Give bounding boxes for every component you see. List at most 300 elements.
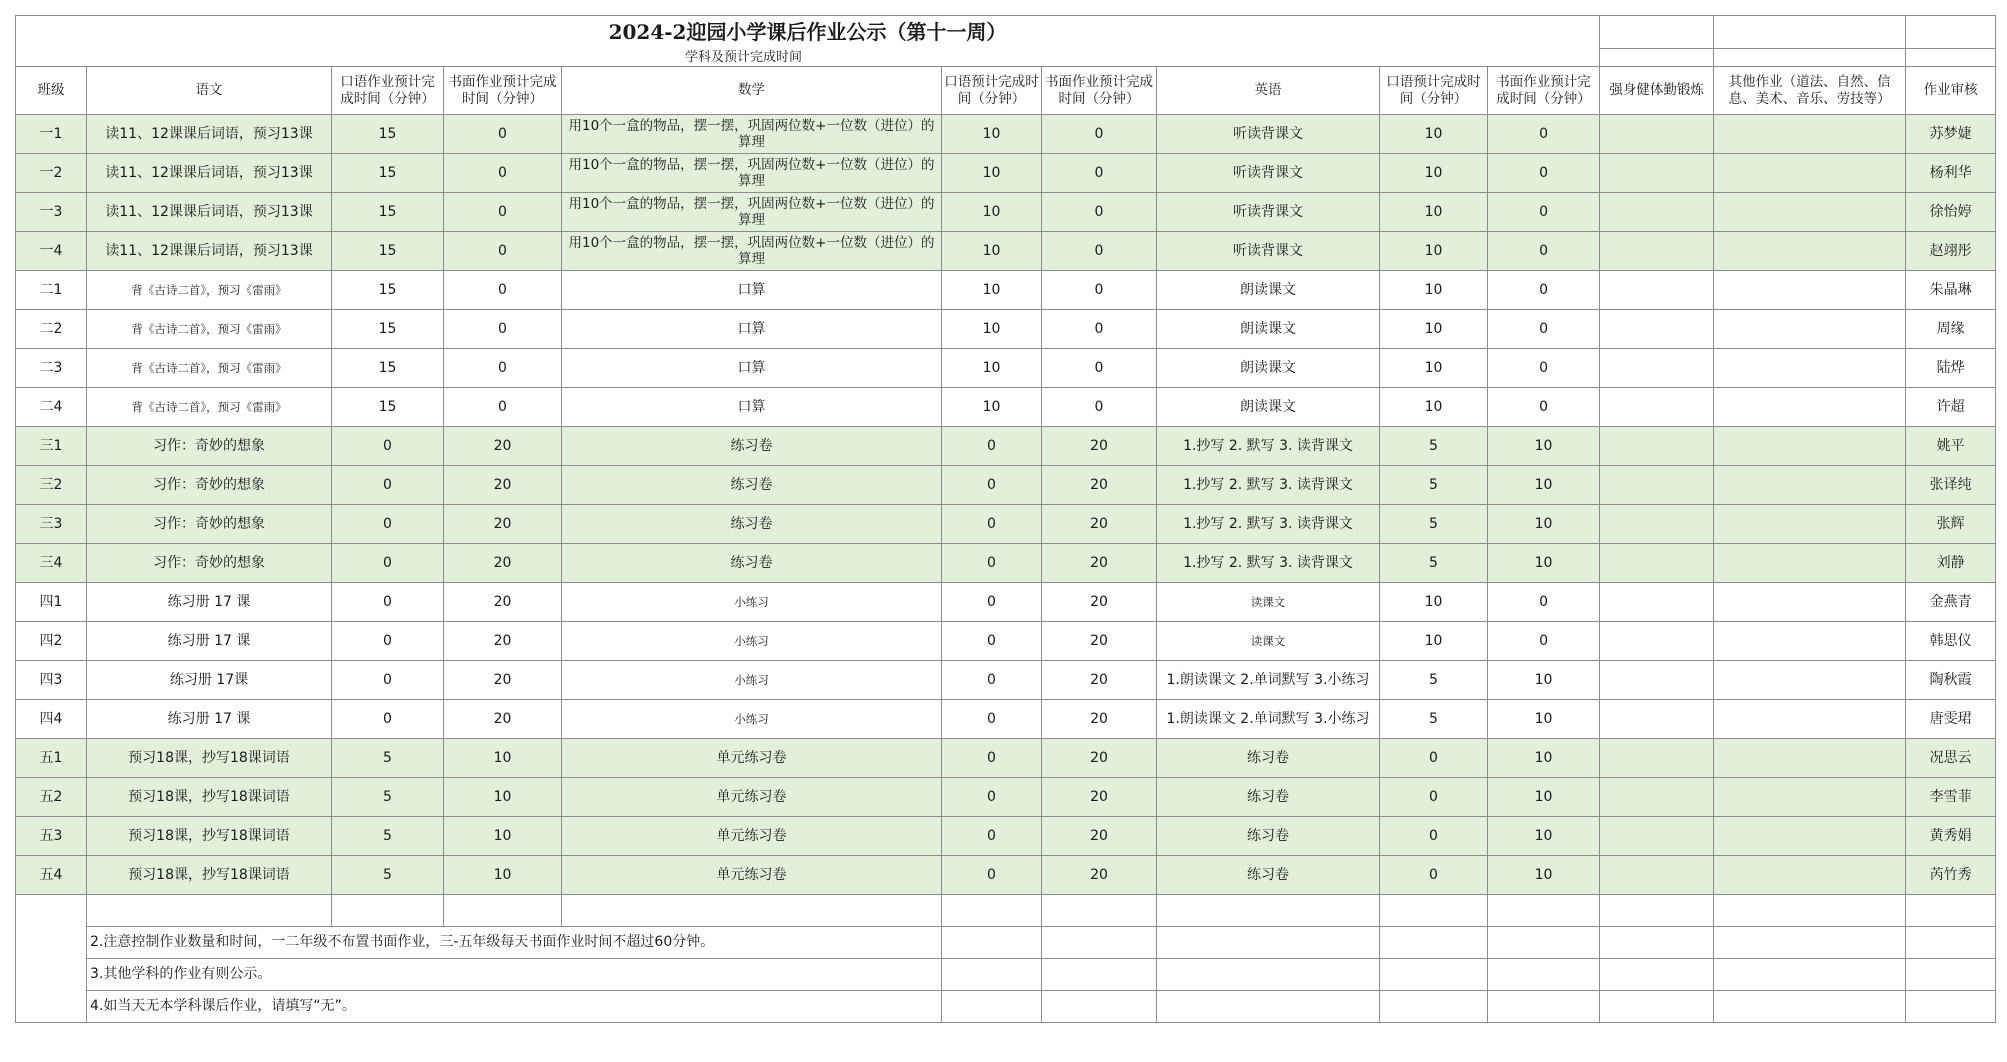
other-homework-cell[interactable] xyxy=(1714,778,1906,817)
english-oral-time-cell[interactable]: 5 xyxy=(1380,505,1488,544)
empty-cell[interactable] xyxy=(1380,959,1488,991)
english-written-time-cell[interactable]: 0 xyxy=(1488,310,1600,349)
math-written-time-cell[interactable]: 20 xyxy=(1042,544,1157,583)
other-homework-cell[interactable] xyxy=(1714,817,1906,856)
empty-cell[interactable] xyxy=(942,959,1042,991)
empty-cell[interactable] xyxy=(1488,895,1600,927)
math-homework-cell[interactable]: 用10个一盒的物品，摆一摆，巩固两位数+一位数（进位）的算理 xyxy=(562,154,942,193)
chinese-oral-time-cell[interactable]: 0 xyxy=(332,427,444,466)
chinese-written-time-cell[interactable]: 10 xyxy=(444,856,562,895)
english-oral-time-cell[interactable]: 5 xyxy=(1380,700,1488,739)
chinese-homework-cell[interactable]: 预习18课，抄写18课词语 xyxy=(87,856,332,895)
empty-cell[interactable] xyxy=(1157,959,1380,991)
empty-cell[interactable] xyxy=(1714,959,1906,991)
math-homework-cell[interactable]: 练习卷 xyxy=(562,544,942,583)
english-written-time-cell[interactable]: 10 xyxy=(1488,817,1600,856)
empty-cell[interactable] xyxy=(1714,895,1906,927)
chinese-homework-cell[interactable]: 练习册 17 课 xyxy=(87,622,332,661)
english-written-time-cell[interactable]: 0 xyxy=(1488,115,1600,154)
chinese-homework-cell[interactable]: 习作：奇妙的想象 xyxy=(87,505,332,544)
math-oral-time-cell[interactable]: 0 xyxy=(942,583,1042,622)
english-written-time-cell[interactable]: 10 xyxy=(1488,544,1600,583)
exercise-cell[interactable] xyxy=(1600,154,1714,193)
english-oral-time-cell[interactable]: 5 xyxy=(1380,661,1488,700)
chinese-homework-cell[interactable]: 习作：奇妙的想象 xyxy=(87,544,332,583)
exercise-cell[interactable] xyxy=(1600,232,1714,271)
reviewer-cell[interactable]: 韩思仪 xyxy=(1906,622,1996,661)
empty-cell[interactable] xyxy=(87,895,332,927)
empty-cell[interactable] xyxy=(444,895,562,927)
math-written-time-cell[interactable]: 20 xyxy=(1042,700,1157,739)
math-oral-time-cell[interactable]: 10 xyxy=(942,115,1042,154)
empty-cell[interactable] xyxy=(1042,927,1157,959)
note-text[interactable]: 3.其他学科的作业有则公示。 xyxy=(87,959,942,991)
chinese-written-time-cell[interactable]: 0 xyxy=(444,115,562,154)
chinese-homework-cell[interactable]: 练习册 17课 xyxy=(87,661,332,700)
chinese-oral-time-cell[interactable]: 15 xyxy=(332,271,444,310)
chinese-oral-time-cell[interactable]: 0 xyxy=(332,544,444,583)
english-written-time-cell[interactable]: 10 xyxy=(1488,856,1600,895)
english-homework-cell[interactable]: 1.抄写 2. 默写 3. 读背课文 xyxy=(1157,505,1380,544)
english-written-time-cell[interactable]: 10 xyxy=(1488,700,1600,739)
empty-cell[interactable] xyxy=(1380,895,1488,927)
empty-cell[interactable] xyxy=(1714,49,1906,67)
empty-cell[interactable] xyxy=(1042,959,1157,991)
chinese-homework-cell[interactable]: 练习册 17 课 xyxy=(87,700,332,739)
chinese-oral-time-cell[interactable]: 15 xyxy=(332,193,444,232)
chinese-oral-time-cell[interactable]: 5 xyxy=(332,856,444,895)
chinese-written-time-cell[interactable]: 20 xyxy=(444,583,562,622)
english-oral-time-cell[interactable]: 10 xyxy=(1380,154,1488,193)
empty-cell[interactable] xyxy=(1600,49,1714,67)
english-written-time-cell[interactable]: 0 xyxy=(1488,622,1600,661)
class-cell[interactable]: 一2 xyxy=(16,154,87,193)
class-cell[interactable]: 四1 xyxy=(16,583,87,622)
other-homework-cell[interactable] xyxy=(1714,583,1906,622)
other-homework-cell[interactable] xyxy=(1714,310,1906,349)
chinese-oral-time-cell[interactable]: 15 xyxy=(332,388,444,427)
math-homework-cell[interactable]: 口算 xyxy=(562,388,942,427)
math-written-time-cell[interactable]: 20 xyxy=(1042,661,1157,700)
english-homework-cell[interactable]: 1.抄写 2. 默写 3. 读背课文 xyxy=(1157,427,1380,466)
chinese-homework-cell[interactable]: 背《古诗二首》，预习《雷雨》 xyxy=(87,310,332,349)
chinese-homework-cell[interactable]: 习作：奇妙的想象 xyxy=(87,466,332,505)
exercise-cell[interactable] xyxy=(1600,700,1714,739)
english-homework-cell[interactable]: 听读背课文 xyxy=(1157,115,1380,154)
exercise-cell[interactable] xyxy=(1600,388,1714,427)
chinese-homework-cell[interactable]: 读11、12课课后词语，预习13课 xyxy=(87,232,332,271)
empty-cell[interactable] xyxy=(1157,895,1380,927)
exercise-cell[interactable] xyxy=(1600,193,1714,232)
reviewer-cell[interactable]: 李雪菲 xyxy=(1906,778,1996,817)
note-text[interactable]: 2.注意控制作业数量和时间，一二年级不布置书面作业，三-五年级每天书面作业时间不超过60分钟。 xyxy=(87,927,942,959)
exercise-cell[interactable] xyxy=(1600,856,1714,895)
math-written-time-cell[interactable]: 20 xyxy=(1042,778,1157,817)
chinese-homework-cell[interactable]: 背《古诗二首》，预习《雷雨》 xyxy=(87,388,332,427)
english-oral-time-cell[interactable]: 10 xyxy=(1380,583,1488,622)
reviewer-cell[interactable]: 许超 xyxy=(1906,388,1996,427)
math-oral-time-cell[interactable]: 0 xyxy=(942,505,1042,544)
exercise-cell[interactable] xyxy=(1600,505,1714,544)
empty-cell[interactable] xyxy=(1488,927,1600,959)
class-cell[interactable]: 四2 xyxy=(16,622,87,661)
other-homework-cell[interactable] xyxy=(1714,193,1906,232)
english-homework-cell[interactable]: 读课文 xyxy=(1157,583,1380,622)
math-oral-time-cell[interactable]: 0 xyxy=(942,778,1042,817)
math-oral-time-cell[interactable]: 0 xyxy=(942,466,1042,505)
reviewer-cell[interactable]: 姚平 xyxy=(1906,427,1996,466)
exercise-cell[interactable] xyxy=(1600,817,1714,856)
math-homework-cell[interactable]: 口算 xyxy=(562,349,942,388)
english-homework-cell[interactable]: 1.朗读课文 2.单词默写 3.小练习 xyxy=(1157,661,1380,700)
english-oral-time-cell[interactable]: 10 xyxy=(1380,271,1488,310)
empty-cell[interactable] xyxy=(1600,16,1714,49)
math-written-time-cell[interactable]: 20 xyxy=(1042,856,1157,895)
math-written-time-cell[interactable]: 20 xyxy=(1042,739,1157,778)
chinese-oral-time-cell[interactable]: 0 xyxy=(332,466,444,505)
chinese-oral-time-cell[interactable]: 15 xyxy=(332,115,444,154)
english-homework-cell[interactable]: 朗读课文 xyxy=(1157,388,1380,427)
chinese-oral-time-cell[interactable]: 5 xyxy=(332,739,444,778)
class-cell[interactable]: 三4 xyxy=(16,544,87,583)
other-homework-cell[interactable] xyxy=(1714,505,1906,544)
english-oral-time-cell[interactable]: 5 xyxy=(1380,427,1488,466)
reviewer-cell[interactable]: 朱晶琳 xyxy=(1906,271,1996,310)
english-written-time-cell[interactable]: 0 xyxy=(1488,271,1600,310)
chinese-written-time-cell[interactable]: 20 xyxy=(444,427,562,466)
math-oral-time-cell[interactable]: 10 xyxy=(942,388,1042,427)
math-oral-time-cell[interactable]: 0 xyxy=(942,739,1042,778)
chinese-homework-cell[interactable]: 读11、12课课后词语，预习13课 xyxy=(87,115,332,154)
math-homework-cell[interactable]: 用10个一盒的物品，摆一摆，巩固两位数+一位数（进位）的算理 xyxy=(562,232,942,271)
chinese-written-time-cell[interactable]: 20 xyxy=(444,700,562,739)
other-homework-cell[interactable] xyxy=(1714,622,1906,661)
other-homework-cell[interactable] xyxy=(1714,271,1906,310)
chinese-homework-cell[interactable]: 背《古诗二首》，预习《雷雨》 xyxy=(87,271,332,310)
empty-cell[interactable] xyxy=(942,895,1042,927)
math-oral-time-cell[interactable]: 0 xyxy=(942,427,1042,466)
math-homework-cell[interactable]: 用10个一盒的物品，摆一摆，巩固两位数+一位数（进位）的算理 xyxy=(562,193,942,232)
empty-cell[interactable] xyxy=(1906,895,1996,927)
english-written-time-cell[interactable]: 10 xyxy=(1488,778,1600,817)
math-oral-time-cell[interactable]: 10 xyxy=(942,232,1042,271)
english-homework-cell[interactable]: 读课文 xyxy=(1157,622,1380,661)
class-cell[interactable]: 一4 xyxy=(16,232,87,271)
math-oral-time-cell[interactable]: 10 xyxy=(942,271,1042,310)
chinese-oral-time-cell[interactable]: 5 xyxy=(332,778,444,817)
empty-cell[interactable] xyxy=(1714,16,1906,49)
exercise-cell[interactable] xyxy=(1600,544,1714,583)
math-oral-time-cell[interactable]: 0 xyxy=(942,622,1042,661)
math-homework-cell[interactable]: 单元练习卷 xyxy=(562,817,942,856)
math-written-time-cell[interactable]: 0 xyxy=(1042,349,1157,388)
class-cell[interactable]: 二1 xyxy=(16,271,87,310)
english-written-time-cell[interactable]: 10 xyxy=(1488,739,1600,778)
class-cell[interactable]: 二3 xyxy=(16,349,87,388)
english-oral-time-cell[interactable]: 10 xyxy=(1380,388,1488,427)
english-written-time-cell[interactable]: 0 xyxy=(1488,154,1600,193)
english-homework-cell[interactable]: 练习卷 xyxy=(1157,778,1380,817)
math-homework-cell[interactable]: 单元练习卷 xyxy=(562,856,942,895)
english-homework-cell[interactable]: 1.抄写 2. 默写 3. 读背课文 xyxy=(1157,466,1380,505)
empty-cell[interactable] xyxy=(1042,895,1157,927)
chinese-written-time-cell[interactable]: 20 xyxy=(444,544,562,583)
english-oral-time-cell[interactable]: 5 xyxy=(1380,466,1488,505)
english-oral-time-cell[interactable]: 10 xyxy=(1380,232,1488,271)
math-homework-cell[interactable]: 单元练习卷 xyxy=(562,739,942,778)
english-homework-cell[interactable]: 听读背课文 xyxy=(1157,232,1380,271)
empty-cell[interactable] xyxy=(942,927,1042,959)
other-homework-cell[interactable] xyxy=(1714,544,1906,583)
empty-cell[interactable] xyxy=(1714,927,1906,959)
english-oral-time-cell[interactable]: 10 xyxy=(1380,115,1488,154)
chinese-homework-cell[interactable]: 读11、12课课后词语，预习13课 xyxy=(87,154,332,193)
english-homework-cell[interactable]: 1.朗读课文 2.单词默写 3.小练习 xyxy=(1157,700,1380,739)
note-text[interactable]: 4.如当天无本学科课后作业，请填写“无”。 xyxy=(87,991,942,1023)
math-written-time-cell[interactable]: 20 xyxy=(1042,505,1157,544)
math-homework-cell[interactable]: 练习卷 xyxy=(562,427,942,466)
english-oral-time-cell[interactable]: 5 xyxy=(1380,544,1488,583)
empty-cell[interactable] xyxy=(1600,959,1714,991)
math-written-time-cell[interactable]: 0 xyxy=(1042,232,1157,271)
class-cell[interactable]: 五4 xyxy=(16,856,87,895)
chinese-oral-time-cell[interactable]: 0 xyxy=(332,700,444,739)
math-oral-time-cell[interactable]: 10 xyxy=(942,193,1042,232)
english-homework-cell[interactable]: 1.抄写 2. 默写 3. 读背课文 xyxy=(1157,544,1380,583)
english-homework-cell[interactable]: 听读背课文 xyxy=(1157,193,1380,232)
other-homework-cell[interactable] xyxy=(1714,466,1906,505)
reviewer-cell[interactable]: 金燕青 xyxy=(1906,583,1996,622)
english-homework-cell[interactable]: 朗读课文 xyxy=(1157,310,1380,349)
english-written-time-cell[interactable]: 10 xyxy=(1488,466,1600,505)
math-oral-time-cell[interactable]: 10 xyxy=(942,154,1042,193)
other-homework-cell[interactable] xyxy=(1714,856,1906,895)
reviewer-cell[interactable]: 杨利华 xyxy=(1906,154,1996,193)
english-oral-time-cell[interactable]: 10 xyxy=(1380,622,1488,661)
class-cell[interactable]: 三3 xyxy=(16,505,87,544)
empty-cell[interactable] xyxy=(1488,991,1600,1023)
chinese-written-time-cell[interactable]: 10 xyxy=(444,778,562,817)
math-homework-cell[interactable]: 口算 xyxy=(562,271,942,310)
other-homework-cell[interactable] xyxy=(1714,388,1906,427)
chinese-oral-time-cell[interactable]: 15 xyxy=(332,232,444,271)
empty-cell[interactable] xyxy=(562,895,942,927)
english-written-time-cell[interactable]: 0 xyxy=(1488,193,1600,232)
chinese-homework-cell[interactable]: 预习18课，抄写18课词语 xyxy=(87,778,332,817)
chinese-oral-time-cell[interactable]: 0 xyxy=(332,583,444,622)
reviewer-cell[interactable]: 陆烨 xyxy=(1906,349,1996,388)
other-homework-cell[interactable] xyxy=(1714,115,1906,154)
exercise-cell[interactable] xyxy=(1600,349,1714,388)
exercise-cell[interactable] xyxy=(1600,466,1714,505)
chinese-written-time-cell[interactable]: 0 xyxy=(444,271,562,310)
reviewer-cell[interactable]: 况思云 xyxy=(1906,739,1996,778)
math-written-time-cell[interactable]: 20 xyxy=(1042,622,1157,661)
other-homework-cell[interactable] xyxy=(1714,349,1906,388)
chinese-written-time-cell[interactable]: 10 xyxy=(444,817,562,856)
math-homework-cell[interactable]: 练习卷 xyxy=(562,466,942,505)
class-cell[interactable]: 五3 xyxy=(16,817,87,856)
english-written-time-cell[interactable]: 10 xyxy=(1488,427,1600,466)
math-homework-cell[interactable]: 小练习 xyxy=(562,700,942,739)
english-oral-time-cell[interactable]: 10 xyxy=(1380,310,1488,349)
english-oral-time-cell[interactable]: 10 xyxy=(1380,193,1488,232)
class-cell[interactable]: 二2 xyxy=(16,310,87,349)
empty-cell[interactable] xyxy=(1600,991,1714,1023)
reviewer-cell[interactable]: 赵翊彤 xyxy=(1906,232,1996,271)
chinese-homework-cell[interactable]: 练习册 17 课 xyxy=(87,583,332,622)
math-oral-time-cell[interactable]: 0 xyxy=(942,856,1042,895)
english-homework-cell[interactable]: 朗读课文 xyxy=(1157,349,1380,388)
chinese-written-time-cell[interactable]: 20 xyxy=(444,622,562,661)
math-written-time-cell[interactable]: 20 xyxy=(1042,466,1157,505)
english-written-time-cell[interactable]: 10 xyxy=(1488,661,1600,700)
class-cell[interactable]: 二4 xyxy=(16,388,87,427)
math-written-time-cell[interactable]: 0 xyxy=(1042,154,1157,193)
reviewer-cell[interactable]: 徐怡婷 xyxy=(1906,193,1996,232)
english-written-time-cell[interactable]: 0 xyxy=(1488,583,1600,622)
english-homework-cell[interactable]: 练习卷 xyxy=(1157,739,1380,778)
math-homework-cell[interactable]: 小练习 xyxy=(562,661,942,700)
math-homework-cell[interactable]: 单元练习卷 xyxy=(562,778,942,817)
reviewer-cell[interactable]: 苏梦婕 xyxy=(1906,115,1996,154)
english-homework-cell[interactable]: 练习卷 xyxy=(1157,856,1380,895)
exercise-cell[interactable] xyxy=(1600,778,1714,817)
chinese-oral-time-cell[interactable]: 5 xyxy=(332,817,444,856)
class-cell[interactable]: 一3 xyxy=(16,193,87,232)
chinese-homework-cell[interactable]: 习作：奇妙的想象 xyxy=(87,427,332,466)
english-written-time-cell[interactable]: 0 xyxy=(1488,349,1600,388)
math-homework-cell[interactable]: 小练习 xyxy=(562,583,942,622)
reviewer-cell[interactable]: 黄秀娟 xyxy=(1906,817,1996,856)
reviewer-cell[interactable]: 芮竹秀 xyxy=(1906,856,1996,895)
chinese-written-time-cell[interactable]: 20 xyxy=(444,466,562,505)
empty-cell[interactable] xyxy=(1600,895,1714,927)
chinese-oral-time-cell[interactable]: 0 xyxy=(332,622,444,661)
english-written-time-cell[interactable]: 0 xyxy=(1488,388,1600,427)
other-homework-cell[interactable] xyxy=(1714,661,1906,700)
english-oral-time-cell[interactable]: 0 xyxy=(1380,778,1488,817)
empty-cell[interactable] xyxy=(1906,959,1996,991)
chinese-written-time-cell[interactable]: 10 xyxy=(444,739,562,778)
chinese-written-time-cell[interactable]: 0 xyxy=(444,193,562,232)
empty-cell[interactable] xyxy=(1600,927,1714,959)
class-cell[interactable]: 五2 xyxy=(16,778,87,817)
empty-cell[interactable] xyxy=(1042,991,1157,1023)
chinese-written-time-cell[interactable]: 0 xyxy=(444,154,562,193)
math-homework-cell[interactable]: 口算 xyxy=(562,310,942,349)
math-written-time-cell[interactable]: 20 xyxy=(1042,583,1157,622)
reviewer-cell[interactable]: 刘静 xyxy=(1906,544,1996,583)
english-oral-time-cell[interactable]: 10 xyxy=(1380,349,1488,388)
other-homework-cell[interactable] xyxy=(1714,427,1906,466)
notes-merged-cell[interactable] xyxy=(16,895,87,1023)
english-homework-cell[interactable]: 听读背课文 xyxy=(1157,154,1380,193)
math-homework-cell[interactable]: 小练习 xyxy=(562,622,942,661)
empty-cell[interactable] xyxy=(1157,927,1380,959)
chinese-oral-time-cell[interactable]: 15 xyxy=(332,349,444,388)
empty-cell[interactable] xyxy=(1906,991,1996,1023)
chinese-oral-time-cell[interactable]: 0 xyxy=(332,505,444,544)
math-oral-time-cell[interactable]: 0 xyxy=(942,661,1042,700)
english-written-time-cell[interactable]: 0 xyxy=(1488,232,1600,271)
chinese-homework-cell[interactable]: 预习18课，抄写18课词语 xyxy=(87,817,332,856)
empty-cell[interactable] xyxy=(1906,927,1996,959)
english-oral-time-cell[interactable]: 0 xyxy=(1380,739,1488,778)
english-written-time-cell[interactable]: 10 xyxy=(1488,505,1600,544)
chinese-written-time-cell[interactable]: 0 xyxy=(444,310,562,349)
math-oral-time-cell[interactable]: 0 xyxy=(942,817,1042,856)
empty-cell[interactable] xyxy=(1380,991,1488,1023)
class-cell[interactable]: 四3 xyxy=(16,661,87,700)
chinese-oral-time-cell[interactable]: 15 xyxy=(332,310,444,349)
math-written-time-cell[interactable]: 0 xyxy=(1042,193,1157,232)
chinese-written-time-cell[interactable]: 0 xyxy=(444,388,562,427)
math-written-time-cell[interactable]: 20 xyxy=(1042,427,1157,466)
empty-cell[interactable] xyxy=(1157,991,1380,1023)
reviewer-cell[interactable]: 张辉 xyxy=(1906,505,1996,544)
exercise-cell[interactable] xyxy=(1600,661,1714,700)
exercise-cell[interactable] xyxy=(1600,739,1714,778)
math-written-time-cell[interactable]: 0 xyxy=(1042,388,1157,427)
other-homework-cell[interactable] xyxy=(1714,154,1906,193)
math-written-time-cell[interactable]: 0 xyxy=(1042,271,1157,310)
other-homework-cell[interactable] xyxy=(1714,739,1906,778)
chinese-homework-cell[interactable]: 读11、12课课后词语，预习13课 xyxy=(87,193,332,232)
math-written-time-cell[interactable]: 0 xyxy=(1042,310,1157,349)
exercise-cell[interactable] xyxy=(1600,622,1714,661)
reviewer-cell[interactable]: 唐雯珺 xyxy=(1906,700,1996,739)
chinese-written-time-cell[interactable]: 0 xyxy=(444,232,562,271)
chinese-homework-cell[interactable]: 背《古诗二首》，预习《雷雨》 xyxy=(87,349,332,388)
reviewer-cell[interactable]: 陶秋霞 xyxy=(1906,661,1996,700)
english-homework-cell[interactable]: 朗读课文 xyxy=(1157,271,1380,310)
exercise-cell[interactable] xyxy=(1600,310,1714,349)
chinese-oral-time-cell[interactable]: 0 xyxy=(332,661,444,700)
empty-cell[interactable] xyxy=(942,991,1042,1023)
exercise-cell[interactable] xyxy=(1600,115,1714,154)
chinese-written-time-cell[interactable]: 20 xyxy=(444,505,562,544)
exercise-cell[interactable] xyxy=(1600,427,1714,466)
math-written-time-cell[interactable]: 20 xyxy=(1042,817,1157,856)
class-cell[interactable]: 五1 xyxy=(16,739,87,778)
chinese-written-time-cell[interactable]: 0 xyxy=(444,349,562,388)
empty-cell[interactable] xyxy=(1906,49,1996,67)
english-homework-cell[interactable]: 练习卷 xyxy=(1157,817,1380,856)
class-cell[interactable]: 四4 xyxy=(16,700,87,739)
math-homework-cell[interactable]: 练习卷 xyxy=(562,505,942,544)
math-homework-cell[interactable]: 用10个一盒的物品，摆一摆，巩固两位数+一位数（进位）的算理 xyxy=(562,115,942,154)
math-oral-time-cell[interactable]: 0 xyxy=(942,700,1042,739)
class-cell[interactable]: 三2 xyxy=(16,466,87,505)
english-oral-time-cell[interactable]: 0 xyxy=(1380,856,1488,895)
empty-cell[interactable] xyxy=(1380,927,1488,959)
chinese-oral-time-cell[interactable]: 15 xyxy=(332,154,444,193)
chinese-homework-cell[interactable]: 预习18课，抄写18课词语 xyxy=(87,739,332,778)
math-oral-time-cell[interactable]: 10 xyxy=(942,310,1042,349)
class-cell[interactable]: 一1 xyxy=(16,115,87,154)
empty-cell[interactable] xyxy=(332,895,444,927)
reviewer-cell[interactable]: 周缘 xyxy=(1906,310,1996,349)
other-homework-cell[interactable] xyxy=(1714,700,1906,739)
exercise-cell[interactable] xyxy=(1600,271,1714,310)
math-oral-time-cell[interactable]: 10 xyxy=(942,349,1042,388)
other-homework-cell[interactable] xyxy=(1714,232,1906,271)
reviewer-cell[interactable]: 张译纯 xyxy=(1906,466,1996,505)
chinese-written-time-cell[interactable]: 20 xyxy=(444,661,562,700)
exercise-cell[interactable] xyxy=(1600,583,1714,622)
english-oral-time-cell[interactable]: 0 xyxy=(1380,817,1488,856)
